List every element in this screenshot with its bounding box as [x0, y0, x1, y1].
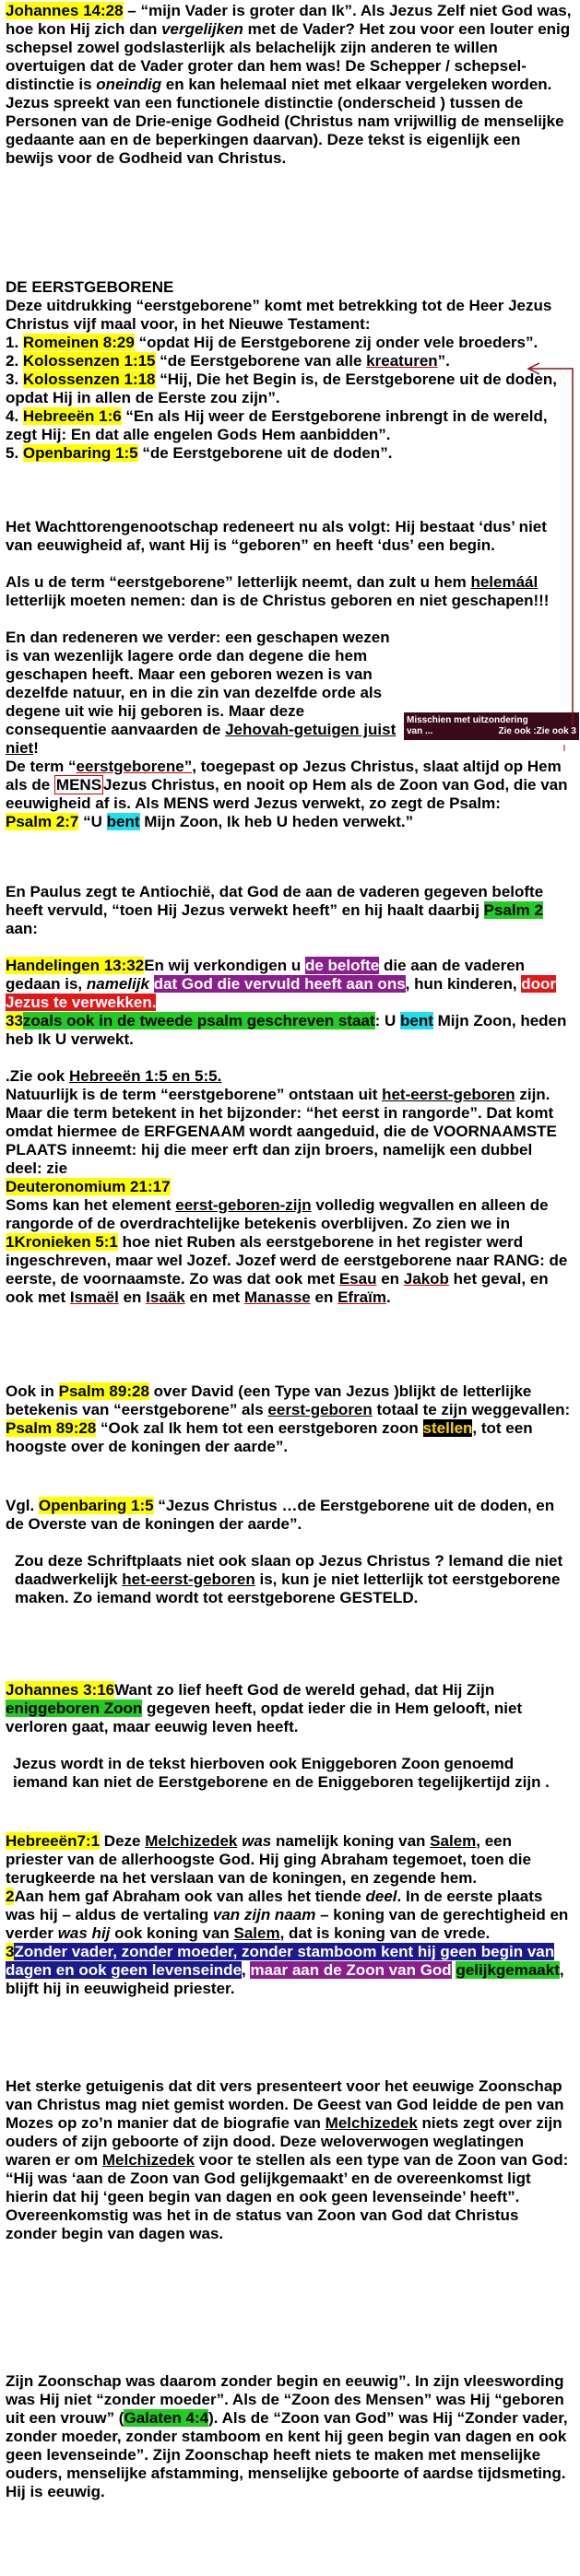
list-item: 2. Kolossenzen 1:15 “de Eerstgeborene van alle kreaturen”. [6, 352, 450, 370]
intro-paragraph: Johannes 14:28 – “mijn Vader is groter dan Ik”. Als Jezus Zelf niet God was, hoe kon Hij zich dan vergelijken met de Vader? Het zou voor een louter enig schepsel zowel godslasterlijk als belachelijk zijn anderen te willen overtuigen dat de Vader groter dan hem was! De Schepper / schepsel-distinctie is oneindig en kan helemaal niet met elkaar vergeleken worden. [6, 2, 572, 93]
list-item: 1. Romeinen 8:29 “opdat Hij de Eerstgeborene zij onder vele broeders”. [6, 334, 539, 351]
paragraph: Hebreeën7:1 Deze Melchizedek was namelijk koning van Salem, een priester van de allerhoogste God. Hij ging Abraham tegemoet, toen die terugkeerde na het verslaan van de koningen, en zegende hem. [6, 1832, 531, 1887]
scripture-ref[interactable]: Psalm 2:7 [6, 813, 79, 830]
paragraph: Vgl. Openbaring 1:5 “Jezus Christus …de Eerstgeborene uit de doden, en de Overste van de koningen der aarde”. [6, 1497, 555, 1533]
scripture-ref[interactable]: Hebreeën7:1 [6, 1832, 101, 1850]
list-item: 5. Openbaring 1:5 “de Eerstgeborene uit de doden”. [6, 444, 393, 462]
wachttoren-section [6, 518, 573, 831]
paragraph: Zou deze Schriftplaats niet ook slaan op Jezus Christus ? lemand die niet daadwerkelijk het-eerst-geboren is, kun je niet letterlijk tot eerstgeborene maken. Zo iemand wordt tot eerstgeborene GESTELD. [15, 1552, 563, 1606]
scripture-ref[interactable]: Openbaring 1:5 [22, 444, 138, 462]
paragraph: Soms kan het element eerst-geboren-zijn volledig wegvallen en alleen de rangorde of de overdrachtelijke betekenis overblijven. Zo zien we in 1Kronieken 5:1 hoe niet Ruben als eerstgeborene in het register werd ingeschreven, maar wel Jozef. Jozef werd de eerstgeborene naar RANG: de eerste, de voornaamste. Zo was dat ook met Esau en Jakob het geval, en ook met Ismaël en Isaäk en met Manasse en Efraïm. [6, 1196, 568, 1306]
paragraph: Als u de term “eerstgeborene” letterlijk neemt, dan zult u hem helemáál letterlijk moeten nemen: dan is de Christus geboren en niet geschapen!!! [6, 573, 550, 609]
list-item: 4. Hebreeën 1:6 “En als Hij weer de Eerstgeborene inbrengt in de wereld, zegt Hij: En dat alle engelen Gods Hem aanbidden”. [6, 407, 548, 443]
paragraph: Het sterke getuigenis dat dit vers presenteert voor het eeuwige Zoonschap van Christus mag niet gemist worden. De Geest van God leidde de pen van Mozes op zo’n manier dat de biografie van Melchizedek niets zegt over zijn ouders of zijn geboorte of zijn dood. Deze weloverwogen weglatingen waren er om Melchizedek voor te stellen als een type van de Zoon van God: “Hij was ‘aan de Zoon van God gelijkgemaakt’ en de overeenkomst ligt hierin dat hij ‘geen begin van dagen en ook geen levenseinde’ heeft”. Overeenkomstig was het in de status van Zoon van God dat Christus zonder begin van dagen was. [6, 2077, 569, 2242]
psalm89-section [6, 1382, 573, 1456]
paragraph: 3Zonder vader, zonder moeder, zonder stamboom kent hij geen begin van dagen en ook geen levenseinde, maar aan de Zoon van God gelijkgemaakt, blijft hij in eeuwigheid priester. [6, 1943, 564, 1997]
paragraph: Natuurlijk is de term “eerstgeborene” ontstaan uit het-eerst-geboren zijn. Maar die term betekent in het bijzonder: “het eerst in rangorde”. Dat komt omdat hiermee de ERFGENAAM wordt aangeduid, die de VOORNAAMSTE PLAATS inneemt: hij die meer erft dan zijn broers, namelijk een dubbel deel: zie [6, 1086, 557, 1177]
johannes-316-section [6, 1681, 573, 1792]
paragraph: Johannes 3:16Want zo lief heeft God de wereld gehad, dat Hij Zijn eniggeboren Zoon gegeven heeft, opdat ieder die in Hem gelooft, niet verloren gaat, maar eeuwig leven heeft. [6, 1681, 523, 1735]
section-heading: DE EERSTGEBORENE [6, 278, 174, 296]
hebreeen7-section [6, 1832, 573, 1998]
eerstgeborene-section [6, 278, 573, 463]
scripture-ref[interactable]: 1Kronieken 5:1 [6, 1233, 118, 1251]
scripture-link[interactable]: Hebreeën 1:5 en 5:5. [68, 1067, 222, 1085]
paragraph: Handelingen 13:32En wij verkondigen u de belofte die aan de vaderen gedaan is, namelijk dat God die vervuld heeft aan ons, hun kinderen, door Jezus te verwekken. [6, 957, 557, 1011]
paragraph: Psalm 89:28 “Ook zal Ik hem tot een eerstgeboren zoon stellen, tot een hoogste over de koningen der aarde”. [6, 1419, 533, 1455]
scripture-ref[interactable]: Deuteronomium 21:17 [6, 1178, 171, 1195]
vergelijk-section [6, 1497, 573, 1607]
scripture-ref[interactable]: Psalm 89:28 [58, 1382, 149, 1400]
scripture-ref[interactable]: Galaten 4:4 [124, 2409, 209, 2427]
intro-paragraph-2: Jezus spreekt van een functionele distinctie (onderscheid ) tussen de Personen van de Drie-enige Godheid (Christus nam vrijwillig de menselijke gedaante aan en de beperkingen daarvan). Deze tekst is eigenlijk een bewijs voor de Godheid van Christus. [6, 94, 564, 167]
intro-section [6, 2, 573, 168]
scripture-ref[interactable]: Johannes 3:16 [6, 1681, 115, 1699]
paragraph: Jezus wordt in de tekst hierboven ook Eniggeboren Zoon genoemd iemand kan niet de Eerstgeborene en de Eniggeboren tegelijkertijd zijn . [13, 1755, 550, 1791]
scripture-ref[interactable]: Hebreeën 1:6 [22, 407, 122, 425]
paragraph: 33zoals ook in de tweede psalm geschreven staat: U bent Mijn Zoon, heden heb Ik U verwekt. [6, 1012, 567, 1048]
paragraph: De term “eerstgeborene”, toegepast op Jezus Christus, slaat altijd op Hem als de MENS Jezus Christus, en nooit op Hem als de Zoon van God, die van eeuwigheid af is. Als MENS werd Jezus verwekt, zo zegt de Psalm: [6, 758, 568, 812]
paragraph: 2Aan hem gaf Abraham ook van alles het tiende deel. In de eerste plaats was hij – aldus de vertaling van zijn naam – koning van de gerechtigheid en verder was hij ook koning van Salem, dat is koning van de vrede. [6, 1888, 569, 1942]
paragraph: Ook in Psalm 89:28 over David (een Type van Jezus )blijkt de letterlijke betekenis van “eerstgeborene” als eerst-geboren totaal te zijn weggevallen: [6, 1382, 571, 1418]
paragraph: .Zie ook Hebreeën 1:5 en 5:5. [6, 1067, 222, 1085]
scripture-ref[interactable]: Johannes 14:28 [6, 2, 124, 19]
paragraph: Psalm 2:7 “U bent Mijn Zoon, Ik heb U heden verwekt.” [6, 813, 414, 830]
paragraph [6, 1178, 573, 1196]
scripture-ref[interactable]: Psalm 2 [483, 901, 543, 919]
natuurlijk-section [6, 1086, 573, 1307]
paragraph: Zijn Zoonschap was daarom zonder begin en eeuwig”. In zijn vleeswording was Hij niet “zonder moeder”. Als de “Zoon des Mensen” was Hij “geboren uit een vrouw” (Galaten 4:4). Als de “Zoon van God” was Hij “Zonder vader, zonder moeder, zonder stamboom en kent hij geen begin van dagen en ook geen levenseinde”. Zijn Zoonschap heeft niets te maken met menselijke ouders, menselijke afstamming, menselijke geboorte of aardse tijdsmeting. Hij is eeuwig. [6, 2372, 568, 2500]
scripture-ref[interactable]: Psalm 89:28 [6, 1419, 97, 1437]
section-intro: Deze uitdrukking “eerstgeborene” komt met betrekking tot de Heer Jezus Christus vijf maal voor, in het Nieuwe Testament: [6, 297, 552, 333]
paragraph: Het Wachttorengenootschap redeneert nu als volgt: Hij bestaat ‘dus’ niet van eeuwigheid af, want Hij is “geboren” en heeft ‘dus’ een begin. [6, 518, 547, 554]
scripture-ref[interactable]: Kolossenzen 1:18 [22, 371, 156, 388]
paragraph: En Paulus zegt te Antiochië, dat God de aan de vaderen gegeven belofte heeft vervuld, “toen Hij Jezus verwekt heeft” en hij haalt daarbij Psalm 2 aan: [6, 883, 544, 937]
margin-comment[interactable]: Misschien met uitzondering van ... Zie ook :Zie ook 3 [404, 712, 579, 740]
getuigenis-section [6, 2077, 573, 2243]
list-item: 3. Kolossenzen 1:18 “Hij, Die het Begin is, de Eerstgeborene uit de doden, opdat Hij in allen de Eerste zou zijn”. [6, 371, 557, 406]
zoonschap-section [6, 2372, 573, 2501]
scripture-ref[interactable]: Handelingen 13:32 [6, 957, 145, 974]
scripture-ref[interactable]: Kolossenzen 1:15 [22, 352, 156, 370]
highlight-box: MENS [55, 776, 102, 794]
antiochie-section [6, 883, 573, 1086]
scripture-ref[interactable]: Openbaring 1:5 [38, 1497, 154, 1514]
paragraph: En dan redeneren we verder: een geschapen wezen is van wezenlijk lagere orde dan degene die hem geschapen heeft. Maar een geboren wezen is van dezelfde natuur, en in die zin van dezelfde orde als degene uit wie hij geboren is. Maar deze consequentie aanvaarden de Jehovah-getuigen juist niet! [6, 629, 397, 757]
scripture-ref[interactable]: Romeinen 8:29 [22, 334, 135, 351]
